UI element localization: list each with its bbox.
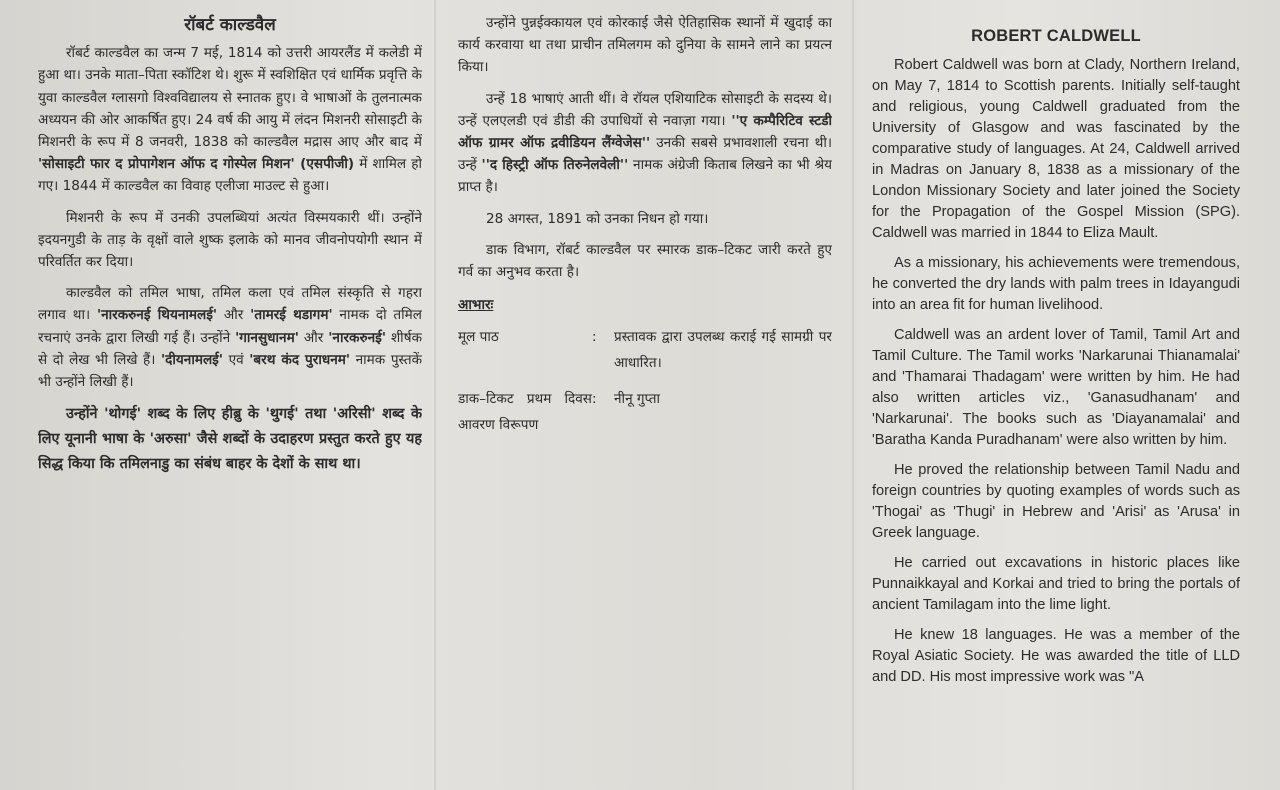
acknowledgement-label: मूल पाठ [458, 329, 499, 346]
hindi-text: नामक पुस्तकें भी उन्होंने लिखी हैं। [38, 351, 422, 391]
hindi-column-middle [458, 12, 832, 552]
english-paragraph-2: As a missionary, his achievements were tremendous, he converted the dry lands with palm trees in Idayangudi into an area fit for human livelihood. [872, 255, 1240, 313]
hindi-text: में शामिल हो गए। 1844 में काल्डवैल का विवाह एलीजा माउल्ट से हुआ। [38, 156, 422, 195]
fold-line [434, 0, 436, 790]
hindi-title: रॉबर्ट काल्डवैल [184, 15, 276, 35]
hindi-bold-text: 'बरथ कंद पुराधनम' [249, 351, 351, 368]
acknowledgement-row: मूल पाठ : प्रस्तावक द्वारा उपलब्ध कराई गई सामग्री पर आधारित। [458, 324, 832, 376]
hindi-paragraph-2: मिशनरी के रूप में उनकी उपलब्धियां अत्यंत विस्मयकारी थीं। उन्होंने इदयनगुडी के ताड़ के वृक्षों वाले शुष्क इलाके को मानव जीवनोपयोगी स्थान में परिवर्तित कर दिया। [38, 209, 422, 271]
hindi-bold-text: 'नारकरुनई थियनामलई' [96, 307, 218, 324]
hindi-bold-text: 'गानसुधानम' [235, 329, 299, 346]
english-paragraph-3: Caldwell was an ardent lover of Tamil, Tamil Art and Tamil Culture. The Tamil works 'Narkarunai Thianamalai' and 'Thamarai Thadagam' were written by him. He had also written articles viz., 'Ganasudhanam' and 'Narkarunai'. The books such as 'Diayanamalai' and 'Baratha Kanda Puradhanam' were also written by him. [872, 327, 1240, 448]
hindi-paragraph-8: डाक विभाग, रॉबर्ट काल्डवैल पर स्मारक डाक–टिकट जारी करते हुए गर्व का अनुभव करता है। [458, 241, 832, 281]
english-paragraph-6: He knew 18 languages. He was a member of the Royal Asiatic Society. He was awarded the title of LLD and DD. His most impressive work was "A [872, 627, 1240, 685]
english-title: ROBERT CALDWELL [971, 27, 1141, 45]
acknowledgement-row: डाक–टिकट प्रथम दिवस आवरण विरूपण : नीनू गुप्ता [458, 386, 832, 438]
hindi-paragraph-4: उन्होंने 'थोगई' शब्द के लिए हीब्रु के 'थुगई' तथा 'अरिसी' शब्द के लिए यूनानी भाषा के 'अरुसा' जैसे शब्दों के उदाहरण प्रस्तुत करते हुए यह सिद्ध किया कि तमिलनाडु का संबंध बाहर के देशों के साथ था। [38, 406, 422, 473]
hindi-bold-text: 'दीयनामलई' [160, 351, 224, 368]
hindi-text: रॉबर्ट काल्डवैल का जन्म 7 मई, 1814 को उत्तरी आयरलैंड में कलेडी में हुआ था। उनके माता–पिता स्कॉटिश थे। शुरू में स्वशिक्षित एवं धार्मिक प्रवृत्ति के युवा काल्डवैल ग्लासगो विश्वविद्यालय से स्नातक हुए। वे भाषाओं के तुलनात्मक अध्ययन की ओर आकर्षित हुए। 24 वर्ष की आयु में लंदन मिशनरी सोसाइटी के मिशनरी के रूप में 8 जनवरी, 1838 को काल्डवैल मद्रास आए और बाद में [38, 45, 422, 151]
hindi-text: नामक दो तमिल रचनाएं उनके द्वारा लिखी गई हैं। उन्होंने [38, 307, 422, 346]
acknowledgement-label: डाक–टिकट प्रथम दिवस आवरण विरूपण [458, 391, 592, 434]
acknowledgement-value: प्रस्तावक द्वारा उपलब्ध कराई गई सामग्री पर आधारित। [614, 329, 832, 372]
english-column [872, 12, 1240, 784]
hindi-bold-text: ''द हिस्ट्री ऑफ तिरुनेलवेली'' [481, 157, 629, 174]
hindi-text: और [298, 329, 329, 346]
hindi-text: नामक अंग्रेजी किताब लिखने का भी श्रेय प्राप्त है। [458, 157, 832, 196]
hindi-text: एवं [223, 351, 250, 368]
english-paragraph-5: He carried out excavations in historic places like Punnaikkayal and Korkai and tried to bring the portals of ancient Tamilagam into the lime light. [872, 555, 1240, 613]
hindi-text: और [217, 307, 251, 324]
hindi-bold-text: 'सोसाइटी फार द प्रोपागेशन ऑफ द गोस्पेल मिशन' (एसपीजी) [38, 156, 355, 173]
hindi-paragraph-1 [38, 42, 422, 197]
hindi-paragraph-7: 28 अगस्त, 1891 को उनका निधन हो गया। [486, 210, 709, 227]
fold-line [852, 0, 854, 790]
hindi-paragraph-3 [38, 282, 422, 393]
hindi-column-left [38, 12, 422, 784]
hindi-text: शीर्षक से दो लेख भी लिखे हैं। [38, 329, 422, 368]
english-paragraph-4: He proved the relationship between Tamil Nadu and foreign countries by quoting examples of words such as 'Thogai' as 'Thugi' in Hebrew and 'Arisi' as 'Arusa' in Greek language. [872, 462, 1240, 541]
hindi-paragraph-6 [458, 88, 832, 199]
hindi-bold-text: ''ए कम्पैरिटिव स्टडी ऑफ ग्रामर ऑफ द्रवीडियन लैंग्वेजेस'' [458, 112, 832, 152]
hindi-bold-text: 'नारकरुनई' [328, 329, 386, 346]
hindi-text: उनकी सबसे प्रभावशाली रचना थी। उन्हें [458, 135, 832, 174]
english-paragraph-1: Robert Caldwell was born at Clady, Northern Ireland, on May 7, 1814 to Scottish parents. Initially self-taught and religious, young Caldwell graduated from the University of Glasgow and was fascinated by the comparative study of languages. At 24, Caldwell arrived in Madras on January 8, 1838 as a missionary of the London Missionary Society and later joined the Society for the Propagation of the Gospel Mission (SPG). Caldwell was married in 1844 to Eliza Mault. [872, 57, 1240, 241]
acknowledgement-heading: आभारः [458, 297, 494, 314]
hindi-text: काल्डवैल को तमिल भाषा, तमिल कला एवं तमिल संस्कृति से गहरा लगाव था। [38, 285, 422, 324]
hindi-text: उन्हें 18 भाषाएं आती थीं। वे रॉयल एशियाटिक सोसाइटी के सदस्य थे। उन्हें एलएलडी एवं डीडी की उपाधियों से नवाज़ा गया। [458, 90, 832, 129]
acknowledgement-value: नीनू गुप्ता [614, 391, 661, 408]
hindi-bold-text: 'तामरई थडागम' [250, 307, 333, 324]
acknowledgement-section [458, 292, 832, 438]
hindi-paragraph-5: उन्होंने पुन्नईक्कायल एवं कोरकाई जैसे ऐतिहासिक स्थानों में खुदाई का कार्य करवाया था तथा प्राचीन तमिलगम को दुनिया के सामने लाने का प्रयत्न किया। [458, 15, 832, 76]
